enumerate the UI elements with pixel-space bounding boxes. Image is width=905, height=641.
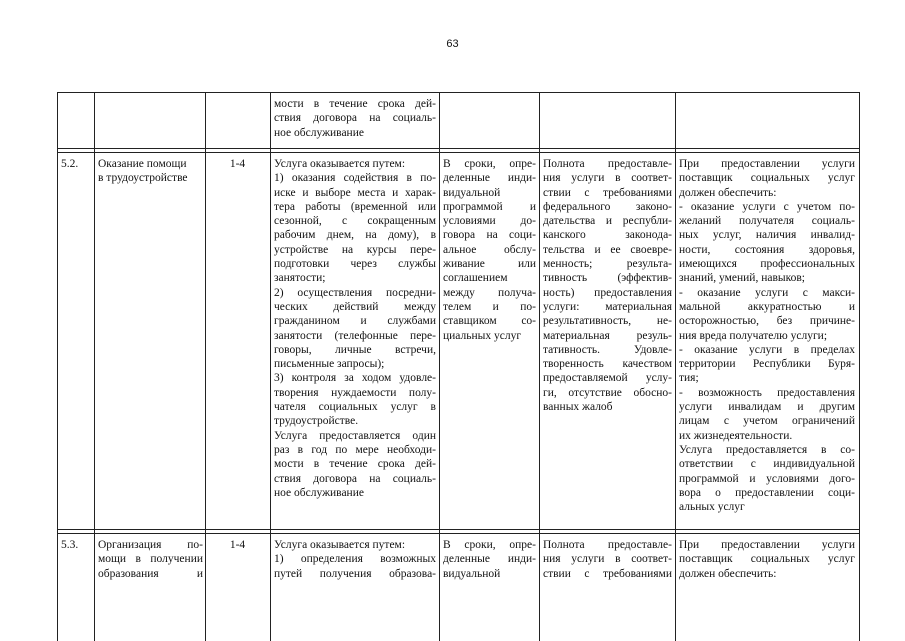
cell-line: трудоустройстве.	[274, 415, 359, 428]
page-number: 63	[446, 38, 459, 50]
cell-line: поставщик социальных услуг	[679, 553, 855, 566]
cell-line: говора на соци-	[443, 229, 536, 242]
cell-line: альное обслу-	[443, 243, 536, 256]
row-5-2-terms	[443, 157, 536, 343]
cell-line: услуги: материальная	[543, 300, 672, 313]
cell-line: - возможность предоставления	[679, 386, 855, 399]
cell-line: материальная резуль-	[543, 329, 672, 342]
cell-line: лицам с учетом ограничений	[679, 415, 855, 428]
cell-line: живание или	[443, 258, 536, 271]
cell-line: Организация по-	[98, 539, 203, 551]
row-5-2-period: 1-4	[229, 158, 246, 170]
cell-line: Услуга оказывается путем:	[274, 539, 406, 551]
cell-line: между получа-	[443, 286, 536, 299]
cell-line: В сроки, опре-	[443, 158, 536, 170]
cell-line: видуальной	[443, 186, 501, 199]
cell-line: мости в течение срока дей-	[274, 458, 436, 471]
cell-line: творенность качеством	[543, 358, 672, 371]
cell-line: Услуга оказывается путем:	[274, 158, 406, 170]
cell-line: Услуга предоставляется один	[274, 429, 436, 442]
cell-line: рабочим днем, на дому), в	[274, 229, 436, 242]
cell-line: - оказание услуги с макси-	[679, 286, 855, 299]
cell-line: ния услуги в соответ-	[543, 553, 672, 566]
cell-line: гражданином и службами	[274, 315, 436, 328]
cell-line: сезонной, с сокращенным	[274, 215, 436, 228]
cell-line: - оказание услуги с учетом по-	[679, 200, 855, 213]
cell-line: ванных жалоб	[543, 401, 613, 414]
cell-line: тия;	[679, 372, 699, 385]
cell-line: телем и по-	[443, 300, 536, 313]
cell-line: ния услуги в соответ-	[543, 172, 672, 185]
column-divider	[539, 93, 540, 641]
cell-line: знаний, умений, навыков;	[679, 272, 806, 285]
cell-line: ствия договора на социаль-	[274, 472, 436, 485]
cell-line: канского законода-	[543, 229, 672, 242]
cell-line: образования и	[98, 567, 203, 580]
cell-line: поставщик социальных услуг	[679, 172, 855, 185]
services-table	[57, 92, 860, 641]
cell-line: Оказание помощи	[98, 158, 187, 170]
cell-line: тельства и ее своевре-	[543, 243, 672, 256]
cell-line: письменные запросы);	[274, 358, 385, 371]
cell-line: ное обслуживание	[274, 486, 364, 499]
cell-line: деленные инди-	[443, 172, 536, 185]
cell-line: ствия договора на социаль-	[274, 112, 436, 125]
row-5-3-conditions	[679, 538, 855, 581]
cell-line: тативность. Удовле-	[543, 343, 672, 356]
cell-line: предоставляемой услу-	[543, 372, 672, 385]
cell-line: 1) определения возможных	[274, 553, 436, 566]
cell-line: тивность (эффектив-	[543, 272, 672, 285]
cell-line: 3) контроля за ходом удовле-	[274, 372, 436, 385]
cell-line: 1) оказания содействия в по-	[274, 172, 436, 185]
cell-line: услуги инвалидам и другим	[679, 401, 855, 414]
cell-line: альных услуг	[679, 501, 745, 514]
cell-line: говоры, личные встречи,	[274, 343, 436, 356]
cell-line: тера работы (временной или	[274, 200, 436, 213]
cell-line: занятости;	[274, 272, 326, 285]
row-5-2-number: 5.2.	[61, 158, 79, 170]
cell-line: желаний получателя социаль-	[679, 215, 855, 228]
cell-line: занятости (телефонные пере-	[274, 329, 436, 342]
cell-line: ответствии с индивидуальной	[679, 458, 855, 471]
cell-line: должен обеспечить:	[679, 186, 777, 199]
column-divider	[439, 93, 440, 641]
cell-line: устройстве на курсы пере-	[274, 243, 436, 256]
cell-line: подготовки через службы	[274, 258, 436, 271]
cell-line: творения нуждаемости полу-	[274, 386, 436, 399]
cell-line: деленные инди-	[443, 553, 536, 566]
cell-line: имеющихся профессиональных	[679, 258, 855, 271]
cell-line: Услуга предоставляется в со-	[679, 443, 855, 456]
cell-line: должен обеспечить:	[679, 567, 777, 580]
row-5-2-description	[274, 157, 436, 500]
cell-line: Полнота предоставле-	[543, 539, 672, 551]
cell-line: ности, состояния здоровья,	[679, 243, 855, 256]
cell-line: соглашением	[443, 272, 508, 285]
row-5-3-period: 1-4	[229, 539, 246, 551]
cell-line: мальной аккуратностью и	[679, 300, 855, 313]
cell-line: ги, отсутствие обосно-	[543, 386, 672, 399]
cell-line: 2) осуществления посредни-	[274, 286, 436, 299]
row-5-3-service-name	[98, 538, 203, 581]
cell-line: путей получения образова-	[274, 567, 436, 580]
cell-line: федерального законо-	[543, 200, 672, 213]
cell-line: При предоставлении услуги	[679, 539, 855, 551]
cell-line: программой и	[443, 200, 536, 213]
cell-line: раз в год по мере необходи-	[274, 443, 436, 456]
row-5-3-number: 5.3.	[61, 539, 79, 551]
row-5-2-quality-criteria	[543, 157, 672, 414]
continuation-service-text	[274, 97, 436, 140]
cell-line: циальных услуг	[443, 329, 522, 342]
cell-line: ствии с требованиями	[543, 186, 672, 199]
row-divider	[58, 148, 859, 149]
cell-line: менность; результа-	[543, 258, 672, 271]
cell-line: их жизнедеятельности.	[679, 429, 793, 442]
column-divider	[94, 93, 95, 641]
cell-line: ческих действий между	[274, 300, 436, 313]
cell-line: программой и условиями дого-	[679, 472, 855, 485]
cell-line: результативность, не-	[543, 315, 672, 328]
row-divider	[58, 533, 859, 534]
cell-line: - оказание услуги в пределах	[679, 343, 855, 356]
cell-line: осторожностью, без причине-	[679, 315, 855, 328]
row-5-3-quality-criteria	[543, 538, 672, 581]
cell-line: ставщиком со-	[443, 315, 536, 328]
cell-line: территории Республики Буря-	[679, 358, 855, 371]
row-5-3-description	[274, 538, 436, 581]
row-5-3-terms	[443, 538, 536, 581]
cell-line: мости в течение срока дей-	[274, 98, 436, 110]
row-divider	[58, 152, 859, 153]
cell-line: ность) предоставления	[543, 286, 672, 299]
cell-line: в трудоустройстве	[98, 172, 188, 185]
cell-line: видуальной	[443, 567, 501, 580]
row-5-2-service-name	[98, 157, 203, 186]
column-divider	[270, 93, 271, 641]
cell-line: условиями до-	[443, 215, 536, 228]
cell-line: вора о предоставлении соци-	[679, 486, 855, 499]
cell-line: ное обслуживание	[274, 126, 364, 139]
cell-line: ния вреда получателю услуги;	[679, 329, 828, 342]
cell-line: мощи в получении	[98, 553, 203, 566]
column-divider	[205, 93, 206, 641]
column-divider	[675, 93, 676, 641]
cell-line: В сроки, опре-	[443, 539, 536, 551]
cell-line: иске и выборе места и харак-	[274, 186, 436, 199]
cell-line: Полнота предоставле-	[543, 158, 672, 170]
row-5-2-conditions	[679, 157, 855, 514]
cell-line: При предоставлении услуги	[679, 158, 855, 170]
cell-line: чателя социальных услуг в	[274, 401, 436, 414]
row-divider	[58, 529, 859, 530]
cell-line: ствии с требованиями	[543, 567, 672, 580]
cell-line: ных услуг, наличия инвалид-	[679, 229, 855, 242]
cell-line: дательства и республи-	[543, 215, 672, 228]
